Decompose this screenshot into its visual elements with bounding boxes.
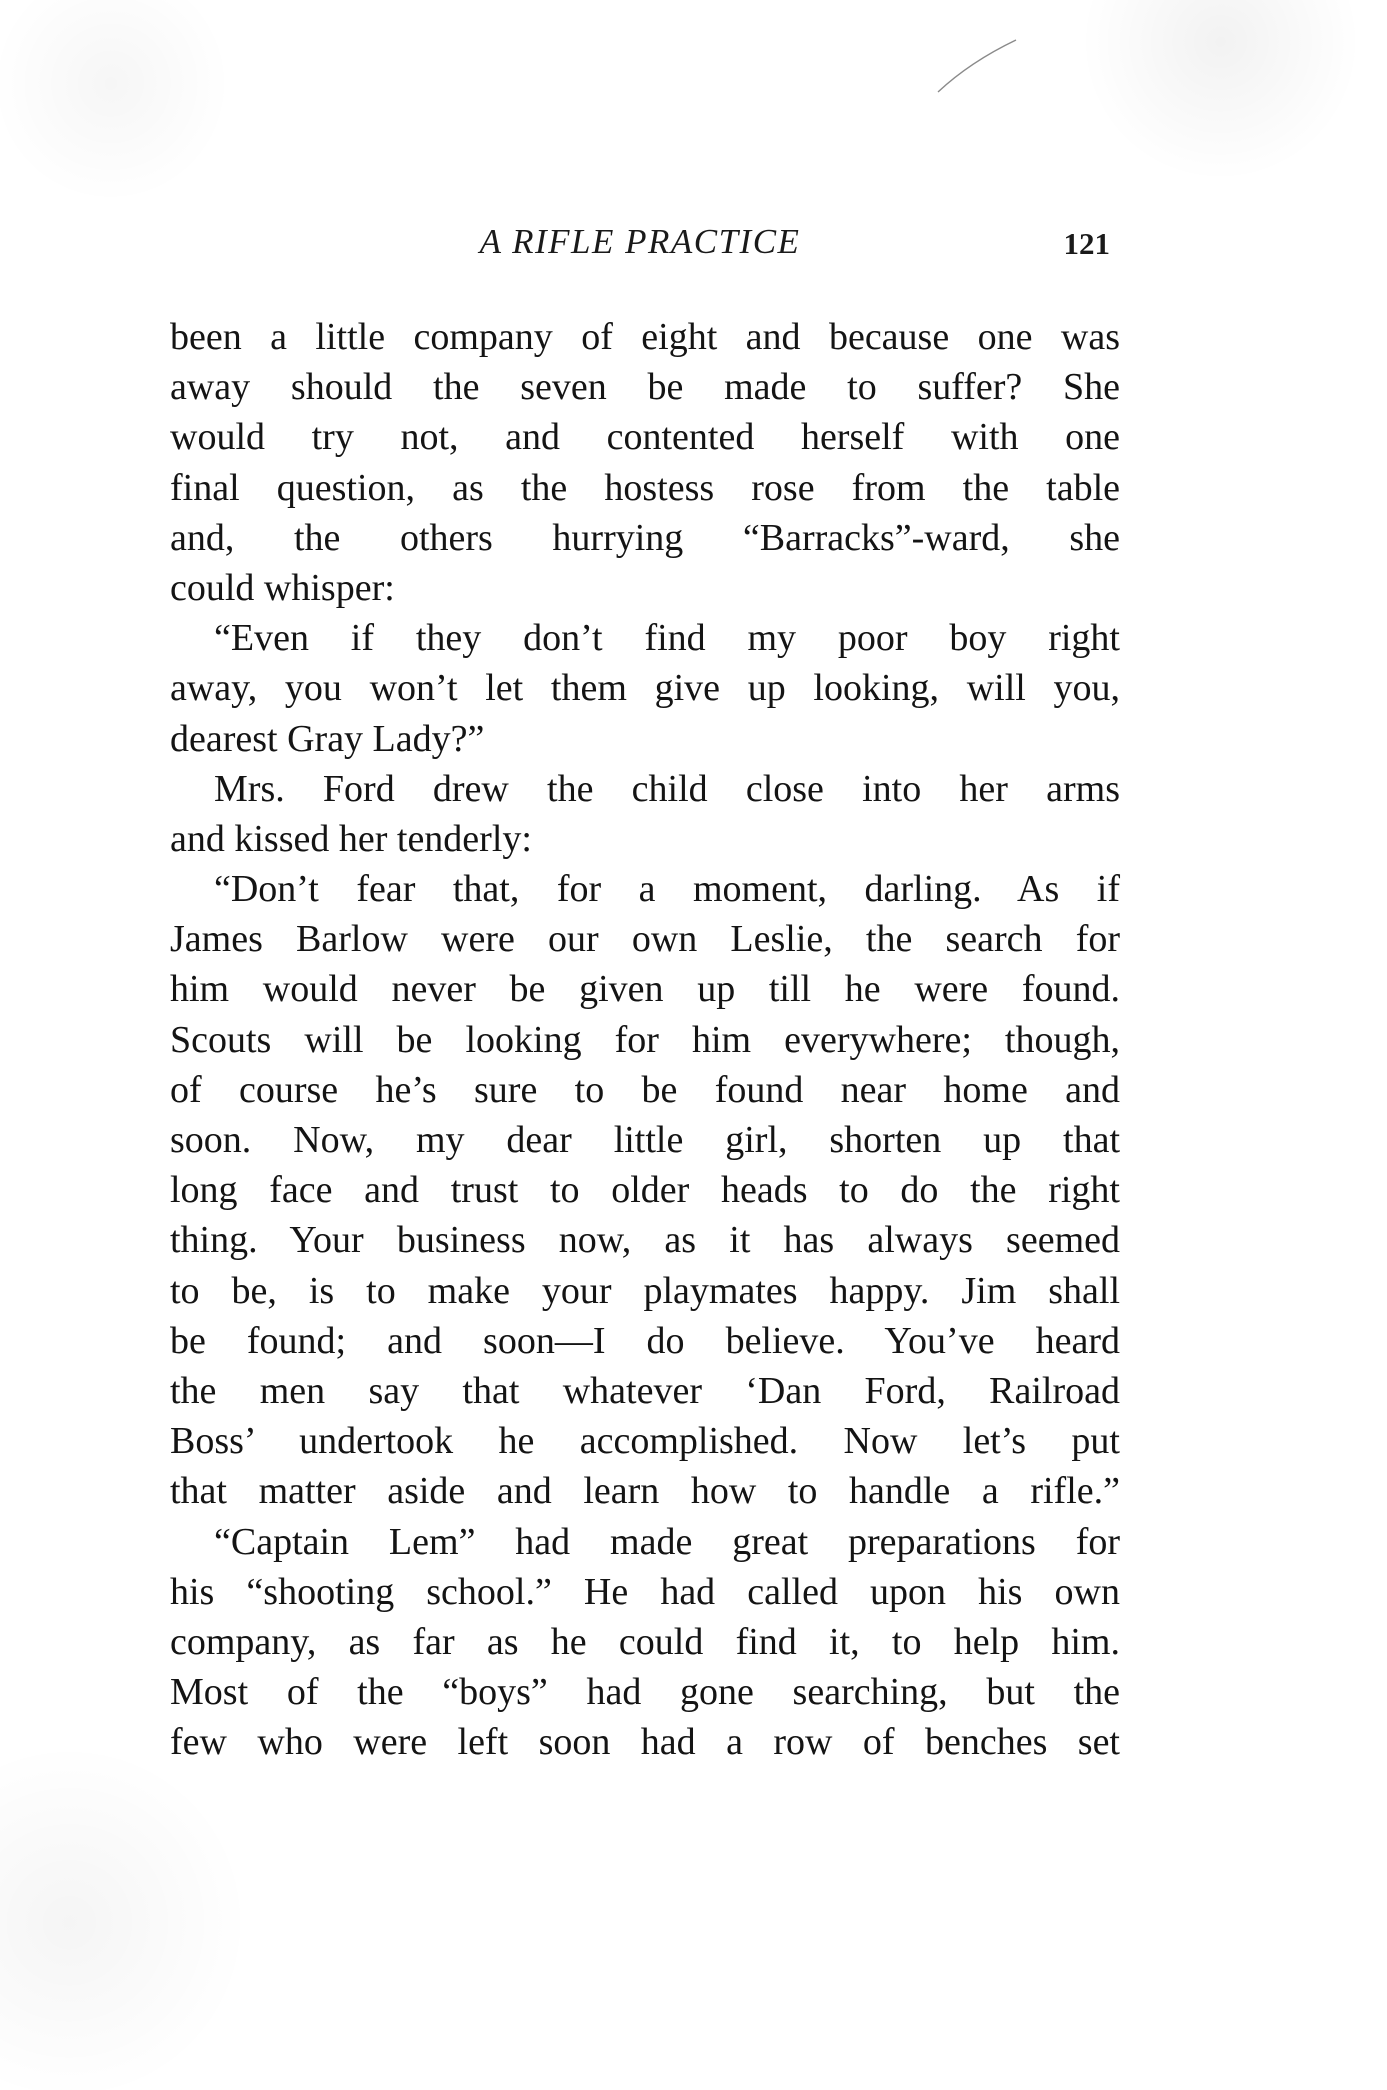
text-line: to be, is to make your playmates happy. Jim shall [170,1269,1120,1312]
body-text [170,312,1120,1767]
text-line: “Don’t fear that, for a moment, darling. As if [214,868,1120,911]
text-line: him would never be given up till he were found. [170,968,1120,1011]
text-line: would try not, and contented herself with one [170,416,1120,459]
text-line: final question, as the hostess rose from the table [170,466,1120,509]
text-line: Scouts will be looking for him everywhere; though, [170,1018,1120,1061]
text-line: away should the seven be made to suffer? She [170,366,1120,409]
text-line: long face and trust to older heads to do the right [170,1169,1120,1212]
text-line: of course he’s sure to be found near home and [170,1068,1120,1111]
text-line: company, as far as he could find it, to help him. [170,1620,1120,1663]
text-line: that matter aside and learn how to handle a rifle.” [170,1470,1120,1513]
text-line: and, the others hurrying “Barracks”-ward, she [170,516,1120,559]
text-line: Mrs. Ford drew the child close into her arms [214,767,1120,810]
text-line: James Barlow were our own Leslie, the search for [170,918,1120,961]
text-line: “Captain Lem” had made great preparations for [214,1520,1120,1563]
text-line: Boss’ undertook he accomplished. Now let’s put [170,1420,1120,1463]
text-line: the men say that whatever ‘Dan Ford, Railroad [170,1369,1120,1412]
running-header [170,222,1110,272]
text-line: and kissed her tenderly: [170,817,532,860]
text-line: could whisper: [170,566,395,609]
text-line: Most of the “boys” had gone searching, but the [170,1671,1120,1714]
text-line: be found; and soon—I do believe. You’ve heard [170,1319,1120,1362]
text-line: away, you won’t let them give up looking, will you, [170,667,1120,710]
text-line: his “shooting school.” He had called upon his own [170,1570,1120,1613]
text-line: been a little company of eight and because one was [170,316,1120,358]
text-line: dearest Gray Lady?” [170,717,485,760]
text-line: few who were left soon had a row of benches set [170,1721,1120,1764]
text-line: “Even if they don’t find my poor boy right [214,617,1120,660]
pencil-stroke-mark [930,36,1020,96]
text-line: thing. Your business now, as it has always seemed [170,1219,1120,1262]
page-number: 121 [1063,226,1110,261]
running-title: A RIFLE PRACTICE [479,222,801,261]
text-line: soon. Now, my dear little girl, shorten up that [170,1119,1120,1161]
